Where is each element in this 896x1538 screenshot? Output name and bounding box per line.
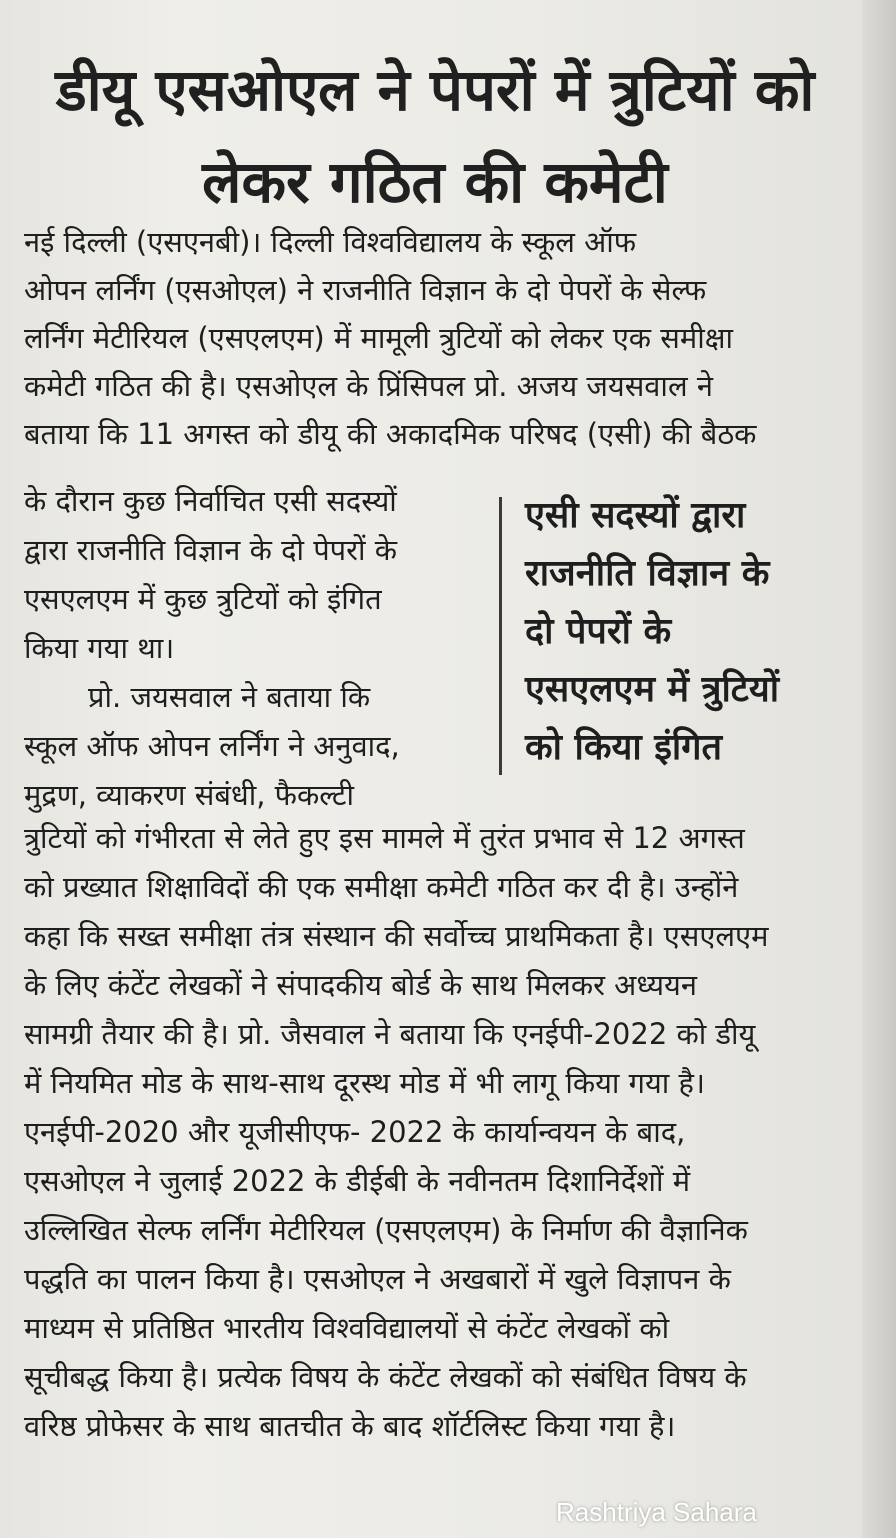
article-line: कमेटी गठित की है। एसओएल के प्रिंसिपल प्रो. अजय जयसवाल ने xyxy=(24,369,713,403)
column-line: के दौरान कुछ निर्वाचित एसी सदस्यों xyxy=(24,484,397,518)
column-line: किया गया था। xyxy=(24,631,175,665)
pull-quote-line: दो पेपरों के xyxy=(525,611,672,652)
article-line: पद्धति का पालन किया है। एसओएल ने अखबारों में खुले विज्ञापन के xyxy=(24,1262,731,1296)
article-line: के लिए कंटेंट लेखकों ने संपादकीय बोर्ड के साथ मिलकर अध्ययन xyxy=(24,968,697,1002)
pull-quote-line: एसएलएम में त्रुटियों xyxy=(525,669,780,710)
article-line: उल्लिखित सेल्फ लर्निंग मेटीरियल (एसएलएम) के निर्माण की वैज्ञानिक xyxy=(24,1213,748,1247)
headline-line: डीयू एसओएल ने पेपरों में त्रुटियों को xyxy=(55,56,815,124)
article-line: एसओएल ने जुलाई 2022 के डीईबी के नवीनतम दिशानिर्देशों में xyxy=(24,1164,691,1198)
column-line: स्कूल ऑफ ओपन लर्निंग ने अनुवाद, xyxy=(24,729,400,763)
article-line: बताया कि 11 अगस्त को डीयू की अकादमिक परिषद (एसी) की बैठक xyxy=(24,417,757,451)
headline-line: लेकर गठित की कमेटी xyxy=(202,148,668,216)
article-line: त्रुटियों को गंभीरता से लेते हुए इस मामले में तुरंत प्रभाव से 12 अगस्त xyxy=(24,821,745,855)
pull-quote-line: राजनीति विज्ञान के xyxy=(525,553,770,594)
column-line: एसएलएम में कुछ त्रुटियों को इंगित xyxy=(24,582,382,616)
article-line: माध्यम से प्रतिष्ठित भारतीय विश्वविद्यालयों से कंटेंट लेखकों को xyxy=(24,1311,670,1345)
article-line: सामग्री तैयार की है। प्रो. जैसवाल ने बताया कि एनईपी-2022 को डीयू xyxy=(24,1017,756,1051)
pull-quote-line: एसी सदस्यों द्वारा xyxy=(525,495,746,536)
watermark: Rashtriya Sahara xyxy=(556,1497,757,1527)
article-line: नई दिल्ली (एसएनबी)। दिल्ली विश्वविद्यालय के स्कूल ऑफ xyxy=(24,225,637,259)
article-line: एनईपी-2020 और यूजीसीएफ- 2022 के कार्यान्वयन के बाद, xyxy=(24,1115,686,1149)
article-line: में नियमित मोड के साथ-साथ दूरस्थ मोड में भी लागू किया गया है। xyxy=(24,1066,705,1100)
article-line: कहा कि सख्त समीक्षा तंत्र संस्थान की सर्वोच्च प्राथमिकता है। एसएलएम xyxy=(24,919,769,953)
pull-quote-line: को किया इंगित xyxy=(525,727,723,768)
column-line: प्रो. जयसवाल ने बताया कि xyxy=(88,680,371,714)
pull-quote-rule xyxy=(499,497,502,775)
article-line: ओपन लर्निंग (एसओएल) ने राजनीति विज्ञान के दो पेपरों के सेल्फ xyxy=(24,273,707,307)
page-edge xyxy=(862,0,896,1538)
article-line: वरिष्ठ प्रोफेसर के साथ बातचीत के बाद शॉर्टलिस्ट किया गया है। xyxy=(24,1409,676,1443)
headline xyxy=(20,44,850,228)
column-line: द्वारा राजनीति विज्ञान के दो पेपरों के xyxy=(24,533,398,567)
article-line: को प्रख्यात शिक्षाविदों की एक समीक्षा कमेटी गठित कर दी है। उन्होंने xyxy=(24,870,739,904)
column-line: मुद्रण, व्याकरण संबंधी, फैकल्टी xyxy=(24,778,355,812)
article-line: लर्निंग मेटीरियल (एसएलएम) में मामूली त्रुटियों को लेकर एक समीक्षा xyxy=(24,321,734,355)
article-line: सूचीबद्ध किया है। प्रत्येक विषय के कंटेंट लेखकों को संबंधित विषय के xyxy=(24,1360,747,1394)
